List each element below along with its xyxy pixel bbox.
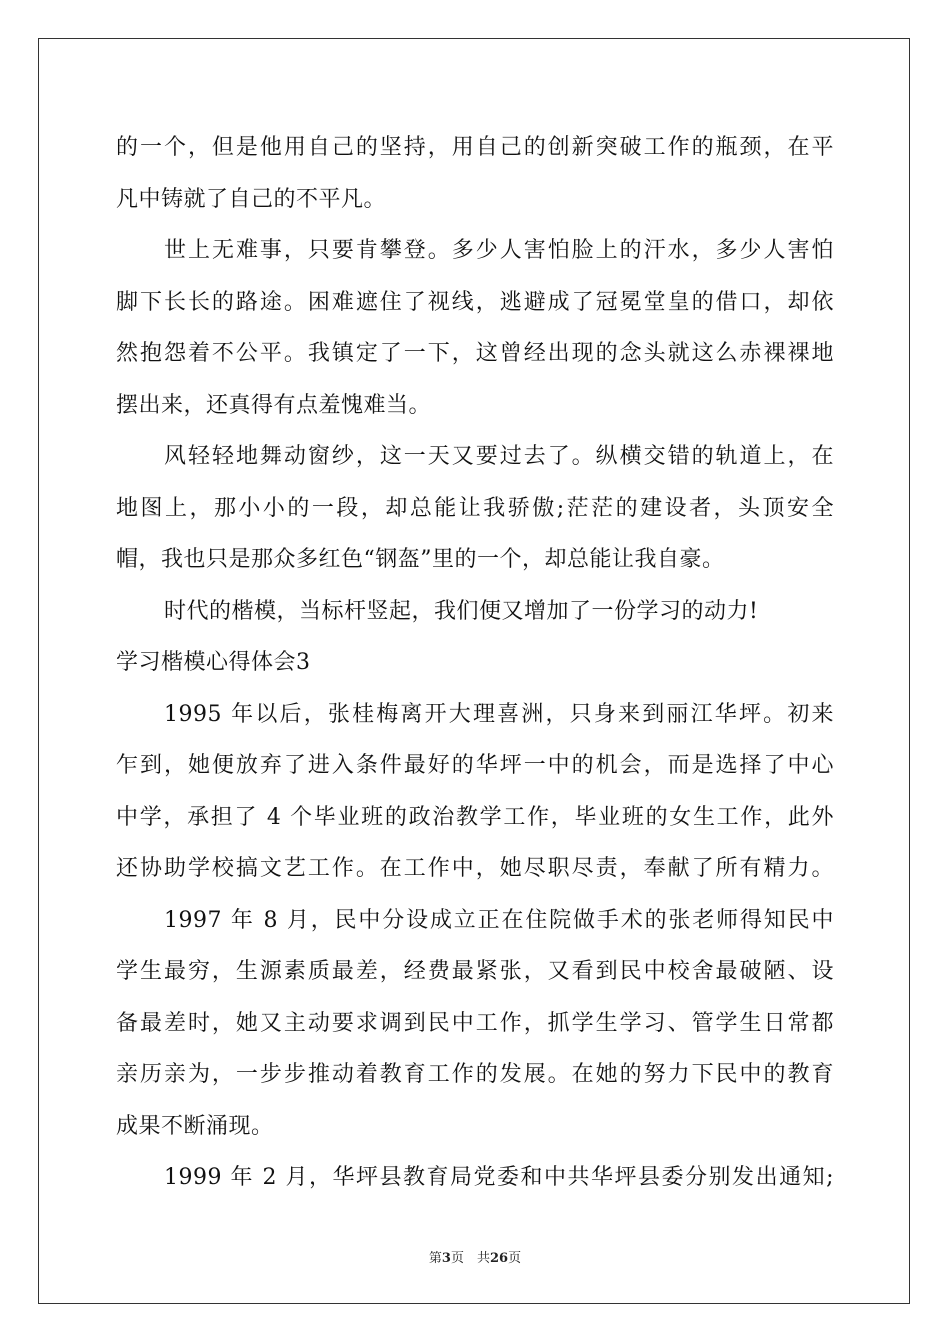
document-body [116,128,834,1210]
paragraph-start-line: 世上无难事，只要肯攀登。多少人害怕脸上的汗水，多少人害怕 [164,238,834,263]
text-line: 成果不断涌现。 [116,1113,274,1139]
text-line: 备最差时，她又主动要求调到民中工作，抓学生学习、管学生日常都 [116,1010,834,1036]
text-line: 亲历亲为，一步步推动着教育工作的发展。在她的努力下民中的教育 [116,1062,834,1087]
paragraph-start-line: 风轻轻地舞动窗纱，这一天又要过去了。纵横交错的轨道上，在 [164,444,834,469]
footer-mid: 页 共 [450,1251,490,1266]
text-line: 摆出来，还真得有点羞愧难当。 [116,392,432,418]
text-line: 凡中铸就了自己的不平凡。 [116,186,387,212]
footer-page-number: 3 [441,1251,451,1266]
section-heading: 学习楷模心得体会3 [116,650,311,675]
text-line: 学生最穷，生源素质最差，经费最紧张，又看到民中校舍最破陋、设 [116,959,834,984]
text-line: 乍到，她便放弃了进入条件最好的华坪一中的机会，而是选择了中心 [116,753,834,778]
text-line: 脚下长长的路途。困难遮住了视线，逃避成了冠冕堂皇的借口，却依 [116,289,834,315]
text-line: 的一个，但是他用自己的坚持，用自己的创新突破工作的瓶颈，在平 [116,135,834,160]
text-line: 然抱怨着不公平。我镇定了一下，这曾经出现的念头就这么赤裸裸地 [116,341,834,366]
paragraph-start-line: 时代的楷模，当标杆竖起，我们便又增加了一份学习的动力! [164,598,759,624]
footer-prefix: 第 [428,1251,442,1266]
text-line: 帽，我也只是那众多红色“钢盔”里的一个，却总能让我自豪。 [116,547,725,572]
page-footer [0,1247,950,1266]
paragraph-start-line: 1995 年以后，张桂梅离开大理喜洲，只身来到丽江华坪。初来 [164,701,834,727]
footer-total-pages: 26 [489,1251,509,1266]
paragraph-start-line: 1997 年 8 月，民中分设成立正在住院做手术的张老师得知民中 [164,907,834,933]
text-line: 中学，承担了 4 个毕业班的政治教学工作，毕业班的女生工作，此外 [116,804,834,830]
footer-suffix: 页 [508,1251,522,1266]
text-line: 还协助学校搞文艺工作。在工作中，她尽职尽责，奉献了所有精力。 [116,856,834,881]
paragraph-start-line: 1999 年 2 月，华坪县教育局党委和中共华坪县委分别发出通知; [164,1165,834,1190]
text-line: 地图上，那小小的一段，却总能让我骄傲;茫茫的建设者，头顶安全 [116,495,834,521]
